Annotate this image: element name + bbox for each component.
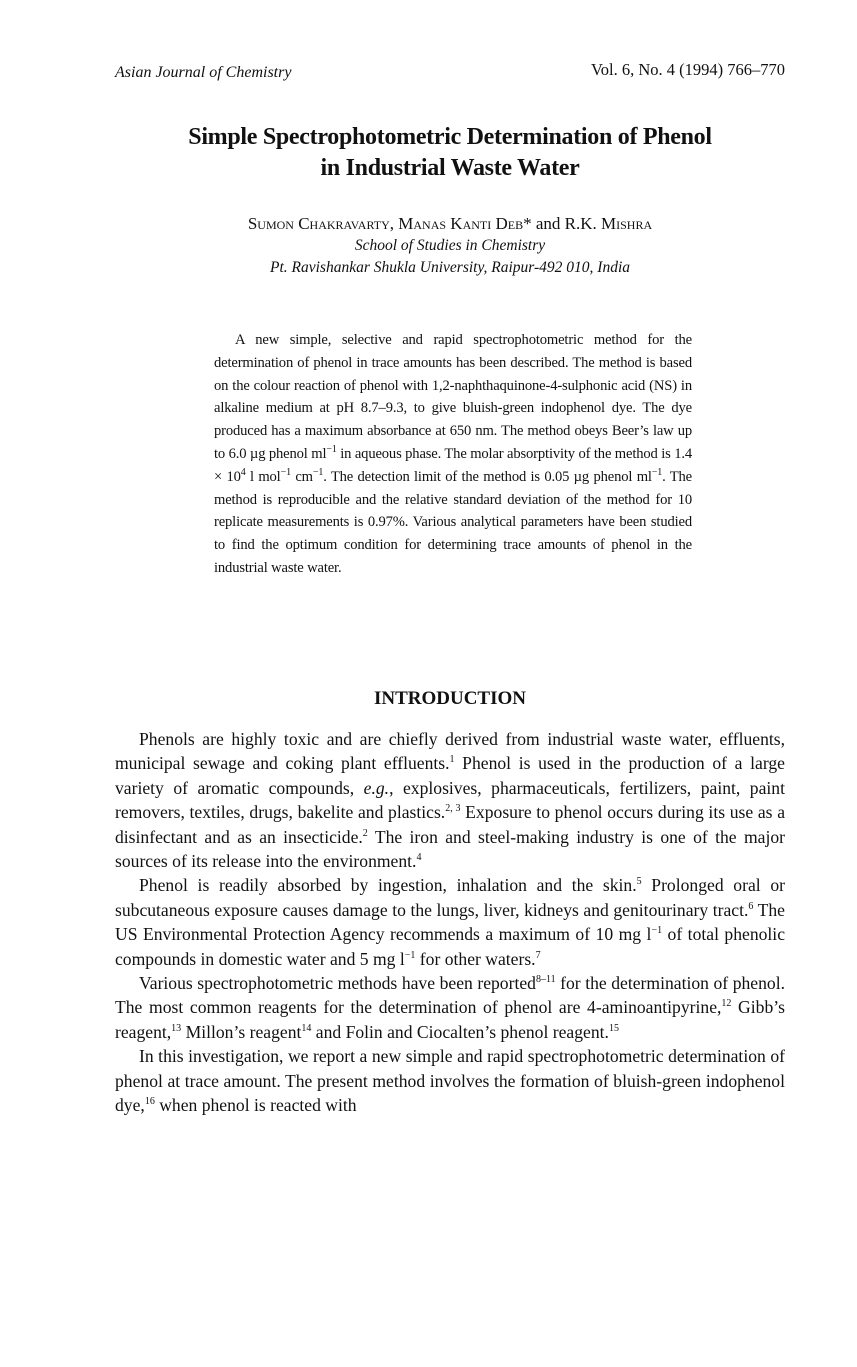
abstract [214,329,692,580]
affiliation-dept: School of Studies in Chemistry [354,237,546,254]
citation: 1 [449,754,455,766]
citation: 4 [416,852,422,864]
author-name: Manas Kanti Deb [398,214,524,233]
author-separator: , [389,214,399,233]
corresponding-mark: * [523,214,532,233]
author-name: Sumon Chakravarty [247,214,390,233]
paragraph: In this investigation, we report a new simple and rapid spectrophotometric determination of phenol at trace amount. The present method involves the formation of bluish-green indophenol dye,$^{16}$ when phenol is reacted with [115,1046,785,1116]
paper-title [60,122,840,184]
citation: 13 [171,1023,182,1035]
citation: 16 [144,1096,155,1108]
journal-name: Asian Journal of Chemistry [115,64,292,81]
citation: 7 [535,949,541,961]
citation: 8–11 [535,974,556,986]
abstract-text: A new simple, selective and rapid spectrophotometric method for the determination of phenol in trace amounts has been described. The method is based on the colour reaction of phenol with 1,2-naphthaquinone-4-sulphonic acid (NS) in alkaline medium at pH 8.7–9.3, to give bluish-green indophenol dye. The dye produced has a maximum absorbance at 650 nm. The method obeys Beer’s law up to 6.0 µg phenol $ml^{-1}$ in aqueous phase. The molar absorptivity of the method is $1.4 \times 10^4$ l mol$^{-1}$ $cm^{-1}$. The detection limit of the method is 0.05 µg phenol $ml^{-1}$. The method is reproducible and the relative standard deviation of the method for 10 replicate measurements is 0.97%. Various analytical parameters have been studied to find the optimum condition for determining trace amounts of phenol in the industrial waste water. [214,332,693,576]
citation: 2, 3 [445,803,461,815]
title-line-2: in Industrial Waste Water [320,155,580,181]
paragraph: Phenols are highly toxic and are chiefly derived from industrial waste water, effluents, municipal sewage and coking plant effluents.$^1$ Phenol is used in the production of a large variety of aromatic compounds, e.g., explosives, pharmaceuticals, fertilizers, paint, paint removers, textiles, drugs, bakelite and plastics.$^{2, 3}$ Exposure to phenol occurs during its use as a disinfectant and as an insecticide.$^2$ The iron and steel-making industry is one of the major sources of its release into the environment.$^4$ [115,729,785,872]
author-separator: and [531,214,565,233]
section-heading: INTRODUCTION [373,688,527,709]
citation: 12 [721,998,732,1010]
citation: 6 [748,900,754,912]
author-name: R.K. Mishra [564,214,653,233]
paragraph: Phenol is readily absorbed by ingestion, inhalation and the skin.$^5$ Prolonged oral or subcutaneous exposure causes damage to the lungs, liver, kidneys and genitourinary tract.$^6$ The US Environmental Protection Agency recommends a maximum of 10 mg $l^{-1}$ of total phenolic compounds in domestic water and 5 mg $l^{-1}$ for other waters.$^7$ [115,875,786,969]
paragraph: Various spectrophotometric methods have been reported$^{8-11}$ for the determination of phenol. The most common reagents for the determination of phenol are 4-aminoantipyrine,$^{12}$ Gibb’s reagent,$^{13}$ Millon’s reagent$^{14}$ and Folin and Ciocalten’s phenol reagent.$^{15}$ [115,973,785,1042]
citation: 15 [608,1023,619,1035]
introduction-body [115,727,785,1118]
citation: 2 [362,827,368,839]
volume-info: Vol. 6, No. 4 (1994) 766–770 [590,60,785,79]
affiliation-university: Pt. Ravishankar Shukla University, Raipur-492 010, India [269,259,631,276]
citation: 5 [636,876,642,888]
citation: 14 [301,1023,312,1035]
author-list [60,213,840,235]
title-line-1: Simple Spectrophotometric Determination of Phenol [188,124,712,150]
